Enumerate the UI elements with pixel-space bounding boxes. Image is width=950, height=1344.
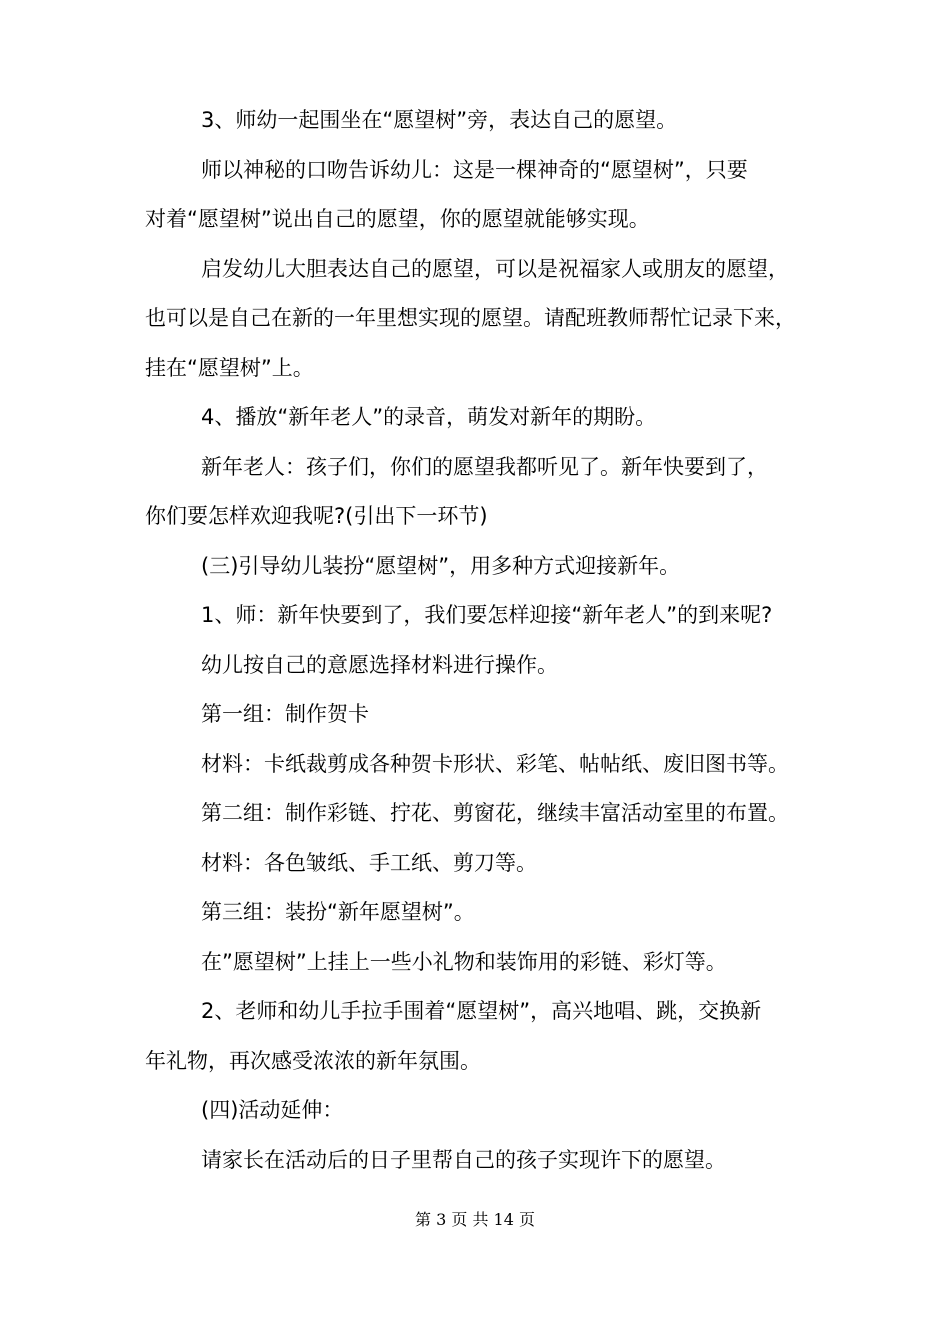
section-heading: (四)活动延伸： xyxy=(201,1098,344,1122)
paragraph-line: 师以神秘的口吻告诉幼儿：这是一棵神奇的“愿望树”，只要 xyxy=(201,157,748,182)
paragraph-line: 2、老师和幼儿手拉手围着“愿望树”，高兴地唱、跳，交换新 xyxy=(201,999,762,1023)
paragraph-line: 材料：各色皱纸、手工纸、剪刀等。 xyxy=(201,850,537,875)
paragraph-line: 请家长在活动后的日子里帮自己的孩子实现许下的愿望。 xyxy=(201,1147,726,1172)
paragraph-line: 1、师：新年快要到了，我们要怎样迎接“新年老人”的到来呢? xyxy=(201,603,773,627)
document-body xyxy=(145,96,825,1185)
paragraph-line: 在”愿望树”上挂上一些小礼物和装饰用的彩链、彩灯等。 xyxy=(201,949,727,974)
paragraph-line: 对着“愿望树”说出自己的愿望，你的愿望就能够实现。 xyxy=(145,207,650,231)
group-heading: 第三组：装扮“新年愿望树”。 xyxy=(201,900,475,924)
paragraph-line: 挂在“愿望树”上。 xyxy=(145,355,314,380)
paragraph-line: 也可以是自己在新的一年里想实现的愿望。请配班教师帮忙记录下来， xyxy=(145,306,796,330)
group-heading: 第二组：制作彩链、拧花、剪窗花，继续丰富活动室里的布置。 xyxy=(201,801,789,825)
paragraph-line: 3、师幼一起围坐在“愿望树”旁，表达自己的愿望。 xyxy=(201,108,678,132)
paragraph-line: 启发幼儿大胆表达自己的愿望，可以是祝福家人或朋友的愿望， xyxy=(201,256,789,281)
paragraph-line: 幼儿按自己的意愿选择材料进行操作。 xyxy=(201,652,558,677)
paragraph-line: 新年老人：孩子们，你们的愿望我都听见了。新年快要到了， xyxy=(201,454,768,479)
paragraph-line: 年礼物，再次感受浓浓的新年氛围。 xyxy=(145,1048,481,1073)
group-heading: 第一组：制作贺卡 xyxy=(201,702,369,726)
paragraph-line: 材料：卡纸裁剪成各种贺卡形状、彩笔、帖帖纸、废旧图书等。 xyxy=(201,751,789,776)
paragraph-line: 你们要怎样欢迎我呢?(引出下一环节) xyxy=(145,504,488,528)
paragraph-line: 4、播放“新年老人”的录音，萌发对新年的期盼。 xyxy=(201,405,657,429)
page-number-footer: 第 3 页 共 14 页 xyxy=(415,1210,535,1229)
section-heading: (三)引导幼儿装扮“愿望树”，用多种方式迎接新年。 xyxy=(201,553,681,578)
